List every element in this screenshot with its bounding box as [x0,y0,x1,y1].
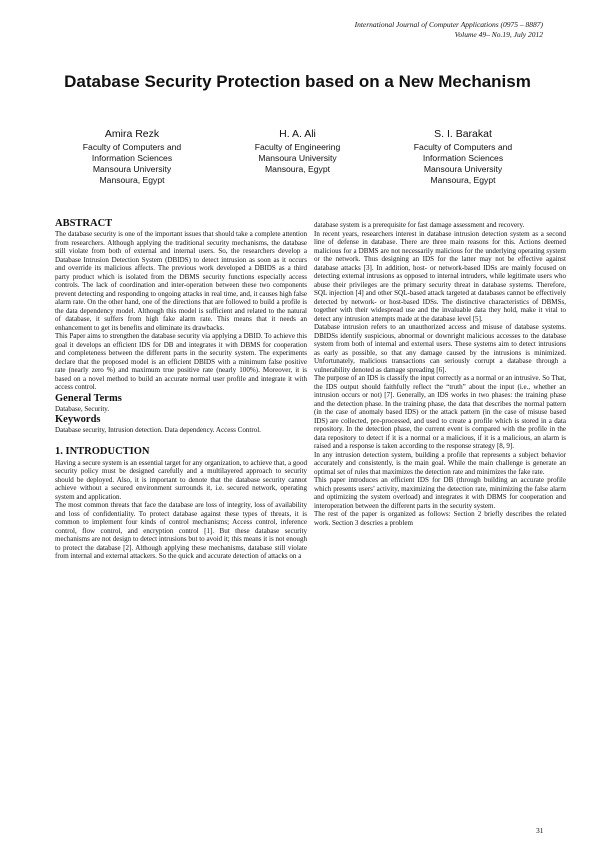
affiliation-line: Mansoura University [92,164,172,174]
intro-paragraph: Having a secure system is an essential target for any organization, to achieve that, a good security policy must be designed carefully and a multilayered approach to security should be deployed. Also, it is important to denote that the database security cannot achieve without a secured environment surrounds it, i.e. secured network, operating system and application. [55,458,307,501]
intro-paragraph: The most common threats that face the database are loss of integrity, loss of availability and loss of confidentiality. To protect database against these types of threats, it is common to implement four kinds of control mechanisms; Access control, inference control, flow control, and encryption control [1]. But these database security mechanisms are not design to detect intrusions but to avoid it; this means it is not enough to protect the database [2]. Although applying these mechanisms, database still violate from internal and external attackers. So the quick and accurate detection of attacks on a [55,501,307,560]
abstract-heading: ABSTRACT [55,218,113,229]
author-1 [52,128,212,186]
affiliation-line: Mansoura, Egypt [430,175,496,185]
affiliation-line: Information Sciences [91,153,173,163]
author-name: H. A. Ali [279,128,316,140]
intro-paragraph: This paper introduces an efficient IDS for DB (through building an accurate profile which presents users’ activity, maximizing the detection rate, minimizing the false alarm and optimizing the system overload) and integrates it with DBMS for cooperation and interoperation between the different parts in the security system. [314,476,566,510]
abstract-paragraph: The database security is one of the important issues that should take a complete attention from researchers. Although applying the traditional security mechanisms, the database still violate from both of external and internal users. So, the researchers develop a Database Intrusion Detection System (DBIDS) to detect intrusion as soon as it occurs and override its malicious affects. The previous work developed a DBIDS as a third party product which is isolated from the DBMS security functions especially access controls. The lack of coordination and inter-operation between these two components prevent detecting and responding to ongoing attacks in real time, and, it causes high false alarm rate. On the other hand, one of the directions that are followed to build a profile is the data dependency model. Although this model is sufficient and related to the natural of database, it suffers from high fake alarm rate. This means that it needs an enhancement to get its benefits and eliminate its drawbacks. [55,230,307,332]
keywords-text: Database security, Intrusion detection. Data dependency. Access Control. [55,426,261,434]
left-column [55,218,307,561]
general-terms-text: Database, Security. [55,404,110,413]
author-name: S. I. Barakat [434,128,492,140]
intro-paragraph: database system is a prerequisite for fast damage assessment and recovery. [314,221,525,229]
affiliation-line: Mansoura University [258,153,337,163]
journal-volume: Volume 49– No.19, July 2012 [454,29,543,39]
page-number: 31 [536,826,544,835]
intro-paragraph: Database intrusion refers to an unauthorized access and misuse of database systems. DBIDSs identify suspicious, abnormal or downright malicious accesses to the database system from both of internal and external users. These systems aim to detect intrusions as early as possible, so that any damage caused by the intrusions is minimized. Unfortunately, malicious transactions can seriously corrupt a database through a vulnerability denoted as damage spreading [6]. [314,323,566,374]
author-2 [218,128,378,186]
affiliation-line: Faculty of Computers and [82,142,182,152]
intro-paragraph: In recent years, researchers interest in database intrusion detection system as a second line of defense in database. There are three main reasons for this. Actions deemed malicious for a DBMS are not necessarily malicious for the underlying operating system or the network. Thus designing an IDS for the latter may not be effective against database attacks [3]. In addition, host- or network-based IDSs are mainly focused on detecting external intrusions as opposed to internal intruders, while legitimate users who abuse their privileges are the primary security threat in database systems. Therefore, SQL injection [4] and other SQL-based attack targeted at databases cannot be effectively detected by network- or host-based IDSs. The distinctive characteristics of DBMSs, together with their widespread use and the invaluable data they hold, make it vital to detect any intrusion attempts made at the database level [5]. [314,229,566,323]
running-head [355,20,543,39]
intro-paragraph: The purpose of an IDS is classify the input correctly as a normal or an intrusive. So That, the IDS output should faithfully reflect the “truth” about the input (i.e., whether an intrusion occurs or not) [7]. Generally, an IDS works in two phases: the training phase and the detection phase. In the training phase, the data that describes the normal pattern (in the case of anomaly based IDS) or the attack pattern (in the case of misuse based IDS) are collected, pre-processed, and used to create a profile which is stored in a data repository. In the detection phase, the current event is compared with the profile in the data repository to detect if it is a normal or a malicious, if it is a malicious, an alarm is raised and a response is taken according to the response strategy [8, 9]. [314,374,566,450]
affiliation-line: Faculty of Computers and [413,142,513,152]
intro-paragraph: In any intrusion detection system, building a profile that represents a subject behavior accurately and consistently, is the main goal. While the main challenge is generate an optimal set of rules that maximizes the detection rate and minimizes the fake rate. [314,450,566,476]
intro-paragraph: The rest of the paper is organized as follows: Section 2 briefly describes the related work. Section 3 descries a problem [314,510,566,527]
author-block [52,128,543,186]
paper-title: Database Security Protection based on a New Mechanism [64,72,531,91]
introduction-heading: 1. INTRODUCTION [55,445,150,457]
abstract-paragraph: This Paper aims to strengthen the database security via applying a DBID. To achieve this goal it develops an efficient IDS for DB and integrates it with DBMS for cooperation and completeness between the different parts in the security system. The experiments declare that the proposed model is an efficient DBIDS with a minimum false positive rate (nearly zero %) and maximum true positive rate (nearly 100%). Moreover, it is based on a novel method to build an accurate normal user profile and integrate it with access control. [55,332,307,391]
affiliation-line: Mansoura, Egypt [99,175,165,185]
author-3 [383,128,543,186]
affiliation-line: Mansoura University [423,164,503,174]
right-column [314,221,566,527]
affiliation-line: Mansoura, Egypt [265,164,330,174]
keywords-heading: Keywords [55,414,101,425]
general-terms-heading: General Terms [55,392,122,404]
author-name: Amira Rezk [104,128,160,140]
affiliation-line: Information Sciences [422,153,504,163]
journal-name: International Journal of Computer Applications (0975 – 8887) [354,20,543,29]
affiliation-line: Faculty of Engineering [254,142,341,152]
